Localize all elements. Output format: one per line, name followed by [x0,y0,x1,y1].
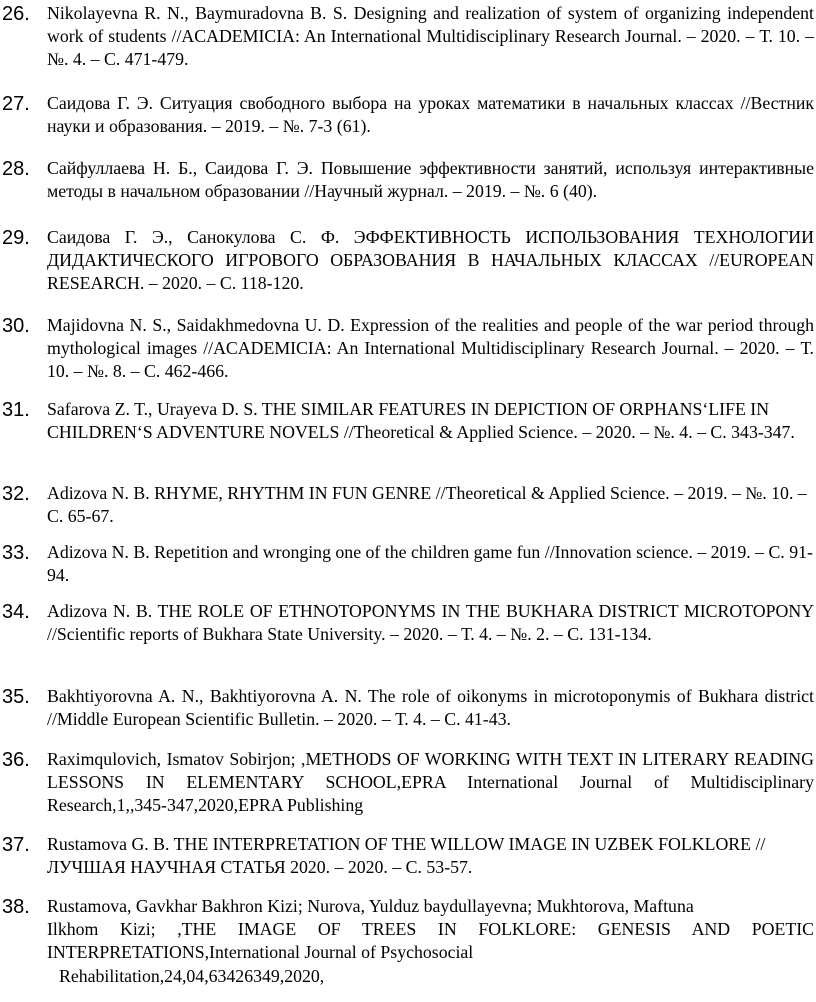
reference-text: Nikolayevna R. N., Baymuradovna B. S. Designing and realization of system of organizing independent work of students //ACADEMICIA: An International Multidisciplinary Research Journal. – 2020. – Т. 10. – №. 4. – С. 471-479. [47,3,814,70]
reference-number: 28. [2,158,30,180]
reference-number: 36. [2,749,30,771]
reference-item-38 [0,895,816,988]
reference-item-26 [0,2,816,72]
reference-number: 33. [2,542,30,564]
reference-text: Adizova N. B. Repetition and wronging one of the children game fun //Innovation science. – 2019. – С. 91-94. [47,542,813,586]
reference-item-37 [0,833,816,879]
reference-text: Adizova N. B. THE ROLE OF ETHNOTOPONYMS IN THE BUKHARA DISTRICT MICROTOPONY //Scientific reports of Bukhara State University. – 2020. – Т. 4. – №. 2. – С. 131-134. [47,601,814,645]
reference-number: 29. [2,227,30,249]
reference-item-27 [0,92,816,138]
reference-text-line-1: Rustamova, Gavkhar Bakhron Kizi; Nurova, Yulduz baydullayevna; Mukhtorova, Maftuna [47,896,694,916]
reference-number: 34. [2,601,30,623]
reference-text-line-3: Rehabilitation,24,04,63426349,2020, [59,965,325,986]
reference-item-31 [0,398,816,444]
reference-number: 37. [2,834,30,856]
reference-item-30 [0,314,816,384]
reference-item-33 [0,541,816,587]
reference-number: 27. [2,93,30,115]
reference-number: 38. [2,896,30,918]
reference-item-36 [0,748,816,818]
reference-item-34 [0,600,816,646]
reference-text: Сайфуллаева Н. Б., Саидова Г. Э. Повышение эффективности занятий, используя интерактивные методы в начальном образовании //Научный журнал. – 2019. – №. 6 (40). [47,158,814,202]
reference-text: Rustamova G. B. THE INTERPRETATION OF THE WILLOW IMAGE IN UZBEK FOLKLORE //ЛУЧШАЯ НАУЧНАЯ СТАТЬЯ 2020. – 2020. – С. 53-57. [47,834,766,878]
reference-text: Majidovna N. S., Saidakhmedovna U. D. Expression of the realities and people of the war period through mythological images //ACADEMICIA: An International Multidisciplinary Research Journal. – 2020. – Т. 10. – №. 8. – С. 462-466. [47,315,814,382]
reference-number: 32. [2,483,30,505]
reference-text: Bakhtiyorovna A. N., Bakhtiyorovna A. N. The role of oikonyms in microtoponymis of Bukhara district //Middle European Scientific Bulletin. – 2020. – Т. 4. – С. 41-43. [47,686,814,730]
reference-number: 26. [2,3,30,25]
reference-item-28 [0,157,816,203]
reference-item-35 [0,685,816,731]
reference-text: Саидова Г. Э. Ситуация свободного выбора на уроках математики в начальных классах //Вестник науки и образования. – 2019. – №. 7-3 (61). [47,93,814,137]
reference-text-line-2: Ilkhom Kizi; ,THE IMAGE OF TREES IN FOLKLORE: GENESIS AND POETIC INTERPRETATIONS,International Journal of Psychosocial [47,919,814,963]
reference-item-32 [0,482,816,528]
reference-number: 31. [2,399,30,421]
reference-text: Adizova N. B. RHYME, RHYTHM IN FUN GENRE //Theoretical & Applied Science. – 2019. – №. 10. – С. 65-67. [47,483,807,527]
reference-text: Raximqulovich, Ismatov Sobirjon; ,METHODS OF WORKING WITH TEXT IN LITERARY READING LESSONS IN ELEMENTARY SCHOOL,EPRA International Journal of Multidisciplinary Research,1,,345-347,2020,EPRA Publishing [47,749,814,816]
reference-text: Саидова Г. Э., Санокулова С. Ф. ЭФФЕКТИВНОСТЬ ИСПОЛЬЗОВАНИЯ ТЕХНОЛОГИИ ДИДАКТИЧЕСКОГО ИГРОВОГО ОБРАЗОВАНИЯ В НАЧАЛЬНЫХ КЛАССАХ //EUROPEAN RESEARCH. – 2020. – С. 118-120. [47,227,814,294]
reference-item-29 [0,226,816,296]
reference-number: 35. [2,686,30,708]
reference-number: 30. [2,315,30,337]
reference-text: Safarova Z. T., Urayeva D. S. THE SIMILAR FEATURES IN DEPICTION OF ORPHANS‘LIFE IN CHILDREN‘S ADVENTURE NOVELS //Theoretical & Applied Science. – 2020. – №. 4. – С. 343-347. [47,399,795,443]
